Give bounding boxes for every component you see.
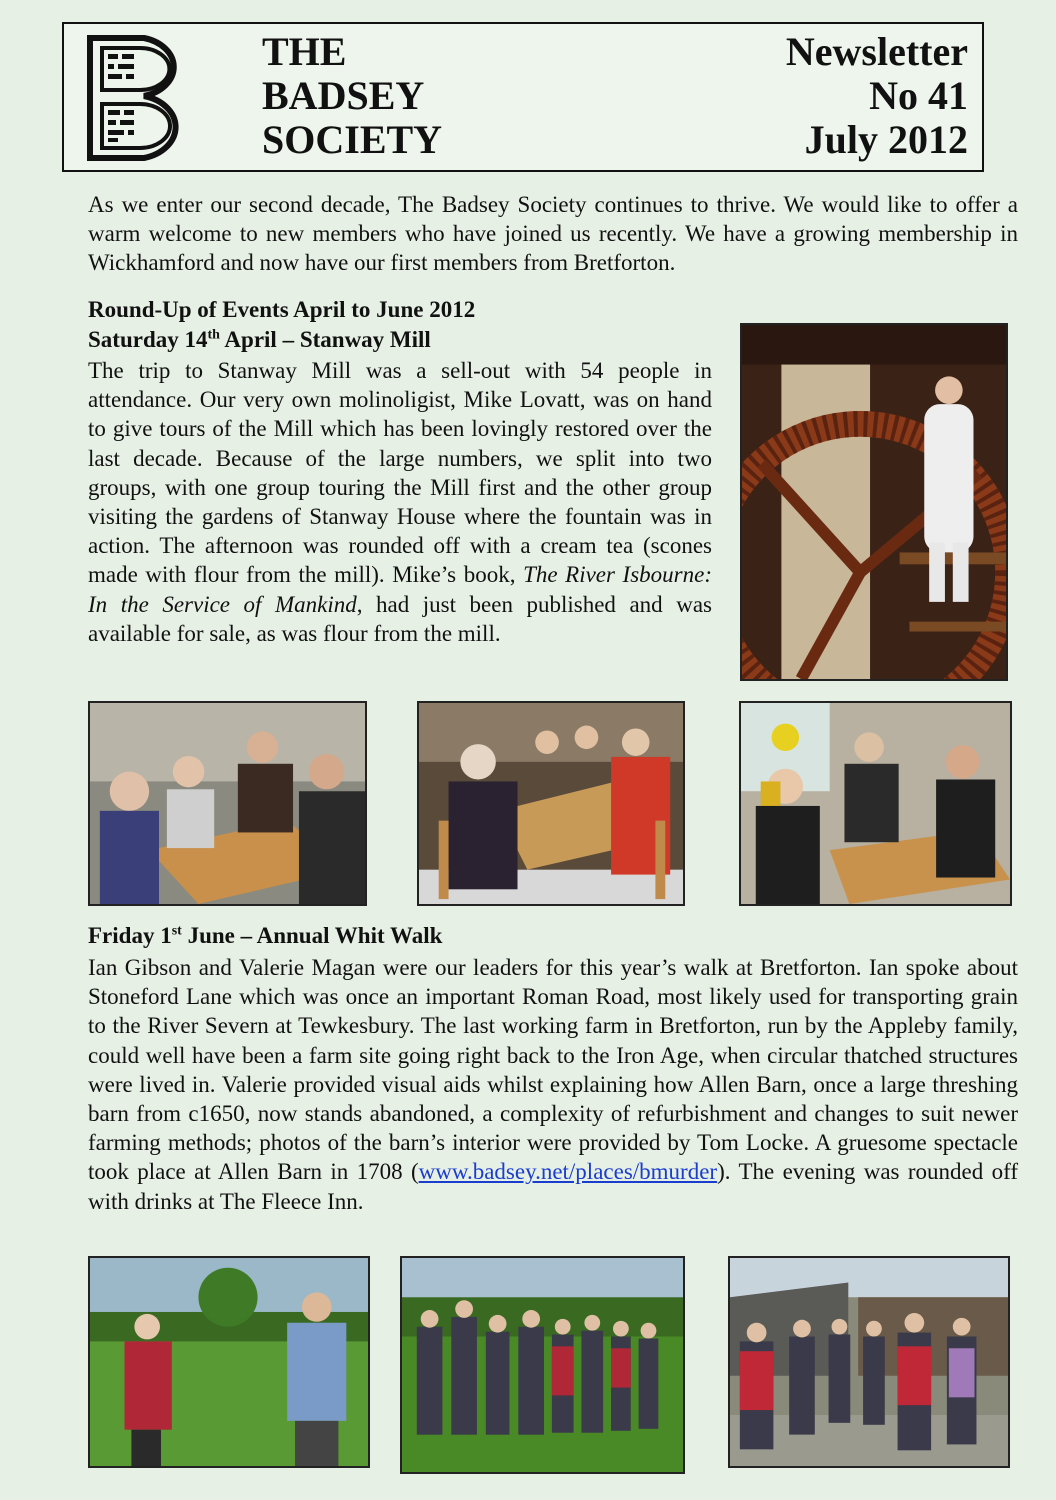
event-heading-stanway <box>88 326 431 354</box>
society-name-line: THE <box>262 29 347 74</box>
event-heading-sup: th <box>207 327 220 343</box>
section-heading: Round-Up of Events April to June 2012 <box>88 297 476 322</box>
masthead <box>62 22 984 172</box>
issue-info <box>786 30 968 162</box>
cream-tea-photo-1 <box>88 701 367 906</box>
event-body-text: The trip to Stanway Mill was a sell-out with 54 people in attendance. Our very own molinoligist, Mike Lovatt, was on hand to give tours of the Mill which has been lovingly restored over the last decade. Because of the large numbers, we split into two groups, with one group touring the Mill first and the other group visiting the gardens of Stanway House where the fountain was in action. The afternoon was rounded off with a cream tea (scones made with flour from the mill). Mike’s book, <box>88 358 712 588</box>
event-body-stanway <box>88 356 712 648</box>
event-heading-text: April – Stanway Mill <box>219 327 431 352</box>
issue-number: No 41 <box>869 73 968 118</box>
badsey-society-logo <box>82 32 212 162</box>
event-body-text: ). The evening was rounded off with drinks at The Fleece Inn. <box>88 1159 1018 1214</box>
book-title: The River Isbourne: In the Service of Mankind <box>88 562 712 617</box>
cream-tea-photo-2 <box>417 701 685 906</box>
walk-leaders-photo <box>88 1256 370 1468</box>
murder-link[interactable]: www.badsey.net/places/bmurder <box>418 1159 718 1185</box>
event-heading-whit-walk <box>88 922 442 950</box>
intro-paragraph: As we enter our second decade, The Badsey Society continues to thrive. We would like to offer a warm welcome to new members who have joined us recently. We have a growing membership in Wickhamford and now have our first members from Bretforton. <box>88 192 1018 276</box>
issue-date: July 2012 <box>804 117 968 162</box>
event-heading-text: June – Annual Whit Walk <box>181 923 443 948</box>
issue-title: Newsletter <box>785 29 968 74</box>
allen-barn-group-photo <box>728 1256 1010 1468</box>
society-name-line: BADSEY <box>262 73 425 118</box>
mill-wheel-photo <box>740 323 1008 681</box>
event-heading-sup: st <box>171 923 182 939</box>
society-name-line: SOCIETY <box>262 117 443 162</box>
walk-group-lane-photo <box>400 1256 685 1474</box>
society-name <box>262 30 442 162</box>
event-heading-text: Saturday 14 <box>88 327 208 352</box>
event-body-text: Ian Gibson and Valerie Magan were our leaders for this year’s walk at Bretforton. Ian spoke about Stoneford Lane which was once an important Roman Road, most likely used for transporting grain to the River Severn at Tewkesbury. The last working farm in Bretforton, run by the Appleby family, could well have been a farm site going right back to the Iron Age, when circular thatched structures were lived in. Valerie provided visual aids whilst explaining how Allen Barn, once a large threshing barn from c1650, now stands abandoned, a complexity of refurbishment and changes to suit newer farming methods; photos of the barn’s interior were provided by Tom Locke. A gruesome spectacle took place at Allen Barn in 1708 ( <box>88 955 1018 1185</box>
event-body-text: , had just been published and was available for sale, as was flour from the mill. <box>88 591 712 646</box>
event-body-whit-walk <box>88 953 1018 1216</box>
event-heading-text: Friday 1 <box>88 923 172 948</box>
cream-tea-photo-3 <box>739 701 1012 906</box>
